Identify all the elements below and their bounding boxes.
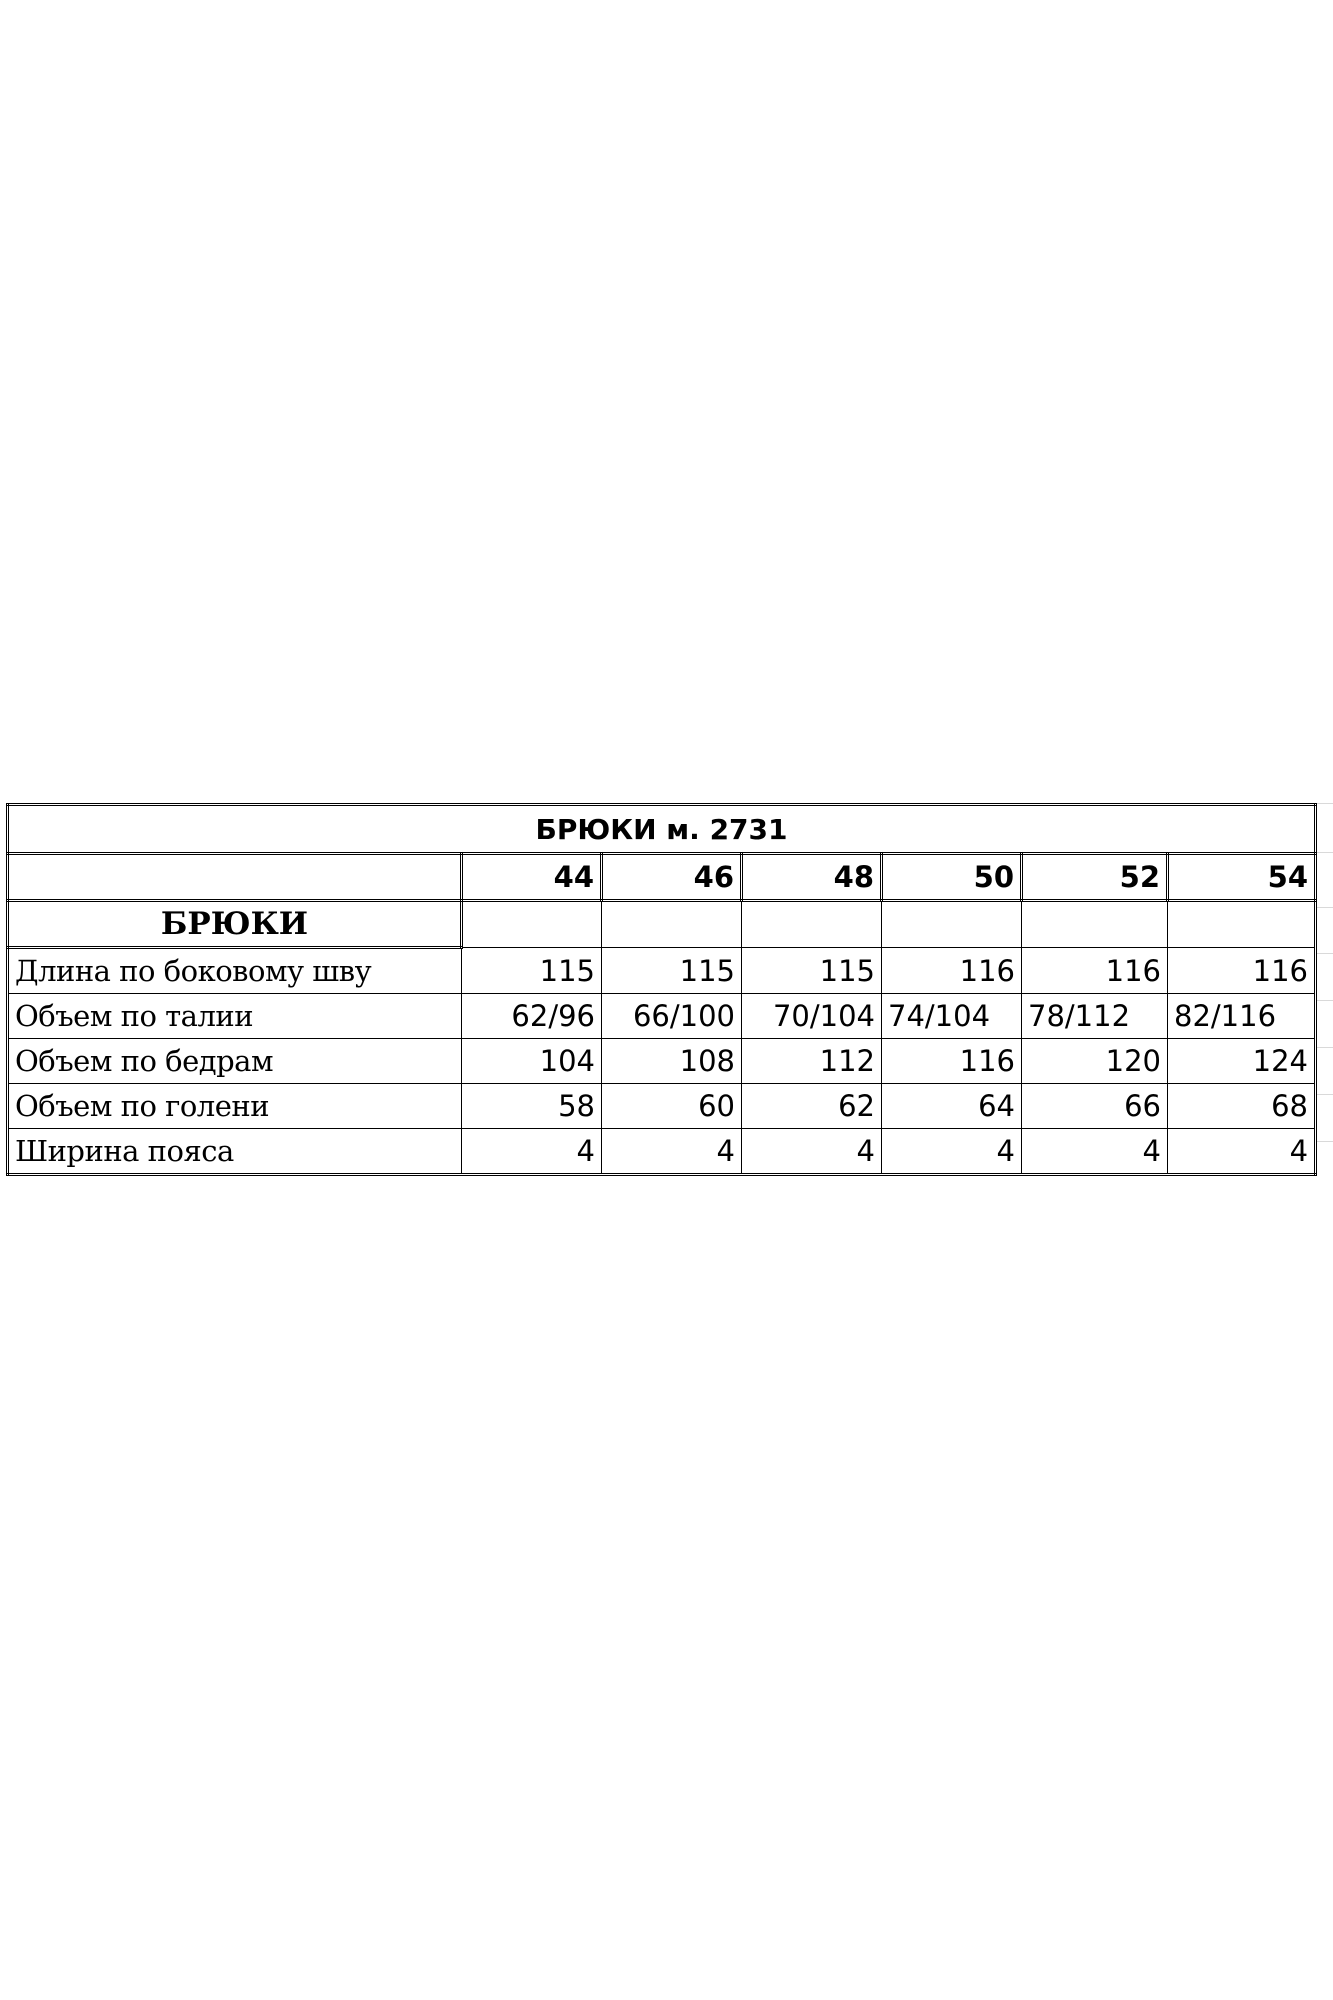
table-cell: 4 — [1022, 1129, 1168, 1175]
gridline — [1316, 1047, 1333, 1048]
size-table — [6, 803, 1317, 1176]
table-cell: 4 — [882, 1129, 1022, 1175]
table-cell: 116 — [1022, 948, 1168, 994]
table-cell: 112 — [742, 1039, 882, 1084]
table-cell: 66/100 — [602, 994, 742, 1039]
table-cell: 108 — [602, 1039, 742, 1084]
table-title: БРЮКИ м. 2731 — [8, 805, 1316, 854]
table-cell: 82/116 — [1168, 994, 1316, 1039]
gridline — [1316, 1000, 1333, 1001]
table-cell: 115 — [742, 948, 882, 994]
table-cell: 115 — [462, 948, 602, 994]
table-cell: 4 — [742, 1129, 882, 1175]
row-label: Ширина пояса — [8, 1129, 462, 1175]
table-cell: 62/96 — [462, 994, 602, 1039]
empty-cell — [602, 901, 742, 948]
table-cell: 115 — [602, 948, 742, 994]
row-label: Длина по боковому шву — [8, 948, 462, 994]
table-cell: 120 — [1022, 1039, 1168, 1084]
size-header-cell: 50 — [882, 854, 1022, 901]
table-cell: 60 — [602, 1084, 742, 1129]
size-chart — [6, 803, 1314, 1176]
size-header-cell: 48 — [742, 854, 882, 901]
table-cell: 104 — [462, 1039, 602, 1084]
row-label: Объем по голени — [8, 1084, 462, 1129]
empty-cell — [742, 901, 882, 948]
table-cell: 66 — [1022, 1084, 1168, 1129]
table-cell: 4 — [462, 1129, 602, 1175]
table-cell: 78/112 — [1022, 994, 1168, 1039]
table-row — [8, 994, 1316, 1039]
size-header-cell: 54 — [1168, 854, 1316, 901]
table-cell: 58 — [462, 1084, 602, 1129]
table-row — [8, 1084, 1316, 1129]
gridline — [1316, 907, 1333, 908]
title-row — [8, 805, 1316, 854]
empty-cell — [462, 901, 602, 948]
table-cell: 116 — [882, 1039, 1022, 1084]
empty-cell — [1168, 901, 1316, 948]
table-cell: 74/104 — [882, 994, 1022, 1039]
size-header-cell: 52 — [1022, 854, 1168, 901]
section-label: БРЮКИ — [8, 901, 462, 948]
gridline — [1316, 1094, 1333, 1095]
gridline — [1316, 953, 1333, 954]
empty-cell — [1022, 901, 1168, 948]
gridline — [1316, 803, 1333, 804]
section-row — [8, 901, 1316, 948]
table-row — [8, 1039, 1316, 1084]
table-cell: 116 — [882, 948, 1022, 994]
table-row — [8, 948, 1316, 994]
table-cell: 62 — [742, 1084, 882, 1129]
row-label: Объем по бедрам — [8, 1039, 462, 1084]
table-cell: 4 — [1168, 1129, 1316, 1175]
size-header-cell: 46 — [602, 854, 742, 901]
row-label: Объем по талии — [8, 994, 462, 1039]
size-header-cell: 44 — [462, 854, 602, 901]
table-cell: 116 — [1168, 948, 1316, 994]
table-cell: 4 — [602, 1129, 742, 1175]
gridline — [1316, 852, 1333, 853]
gridline — [1316, 1141, 1333, 1142]
empty-cell — [882, 901, 1022, 948]
table-cell: 68 — [1168, 1084, 1316, 1129]
table-cell: 70/104 — [742, 994, 882, 1039]
table-row — [8, 1129, 1316, 1175]
size-header-row — [8, 854, 1316, 901]
table-cell: 124 — [1168, 1039, 1316, 1084]
table-cell: 64 — [882, 1084, 1022, 1129]
corner-cell — [8, 854, 462, 901]
